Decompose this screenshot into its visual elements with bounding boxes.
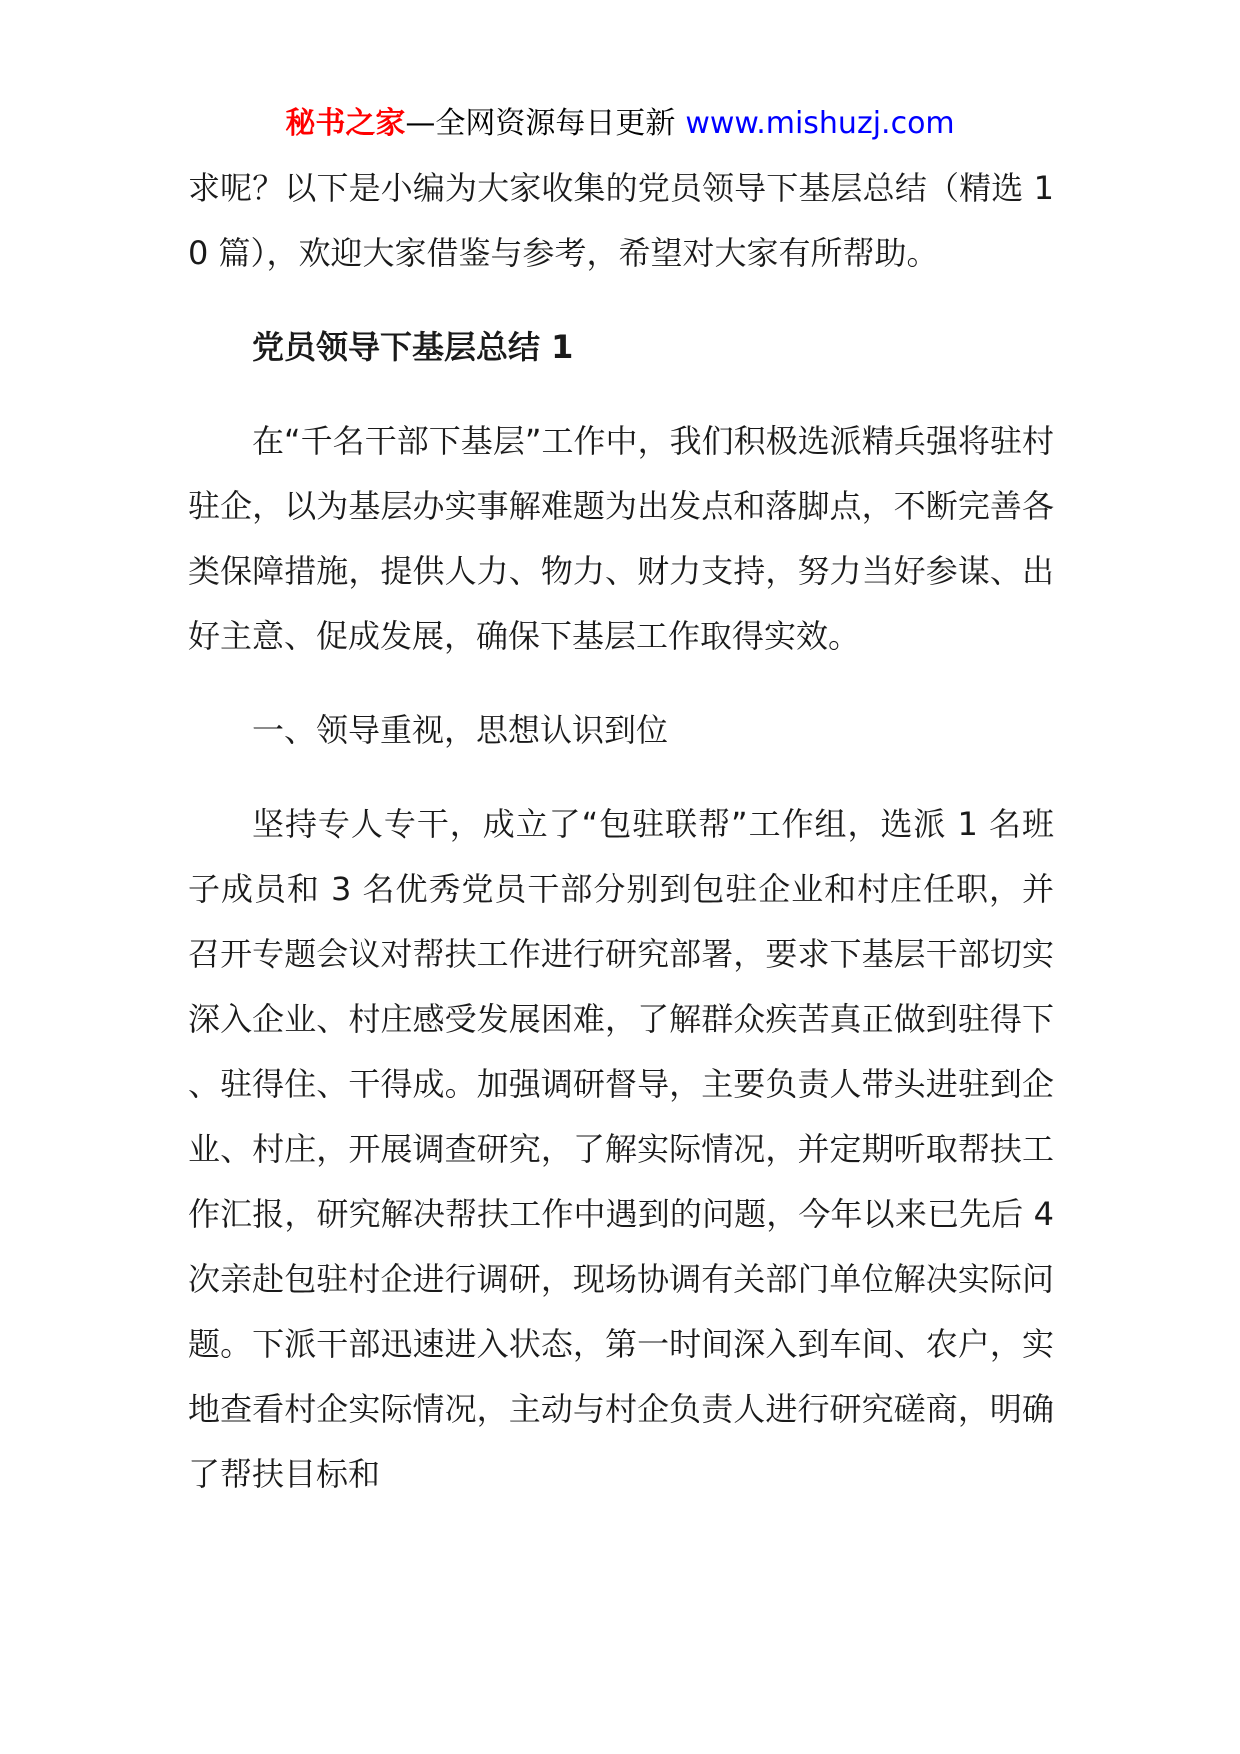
document-body [188, 156, 1054, 1536]
body-paragraph-1: 在“千名干部下基层”工作中，我们积极选派精兵强将驻村驻企，以为基层办实事解难题为出发点和落脚点，不断完善各类保障措施，提供人力、物力、财力支持，努力当好参谋、出好主意、促成发展，确保下基层工作取得实效。 [188, 422, 1054, 655]
subheading-1: 一、领导重视，思想认识到位 [252, 711, 669, 749]
section-title: 党员领导下基层总结 1 [252, 328, 574, 366]
watermark-header [0, 102, 1240, 146]
header-tagline: —全网资源每日更新 [405, 106, 676, 141]
site-url-link[interactable]: www.mishuzj.com [685, 106, 955, 141]
brand-name: 秘书之家 [285, 106, 406, 141]
intro-paragraph: 求呢？以下是小编为大家收集的党员领导下基层总结（精选 10 篇），欢迎大家借鉴与参考，希望对大家有所帮助。 [188, 169, 1054, 272]
body-paragraph-2: 坚持专人专干，成立了“包驻联帮”工作组，选派 1 名班子成员和 3 名优秀党员干部分别到包驻企业和村庄任职，并召开专题会议对帮扶工作进行研究部署，要求下基层干部切实深入企业、村庄感受发展困难，了解群众疾苦真正做到驻得下、驻得住、干得成。加强调研督导，主要负责人带头进驻到企业、村庄，开展调查研究，了解实际情况，并定期听取帮扶工作汇报，研究解决帮扶工作中遇到的问题，今年以来已先后 4 次亲赴包驻村企进行调研，现场协调有关部门单位解决实际问题。下派干部迅速进入状态，第一时间深入到车间、农户，实地查看村企实际情况，主动与村企负责人进行研究磋商，明确了帮扶目标和 [188, 805, 1054, 1493]
